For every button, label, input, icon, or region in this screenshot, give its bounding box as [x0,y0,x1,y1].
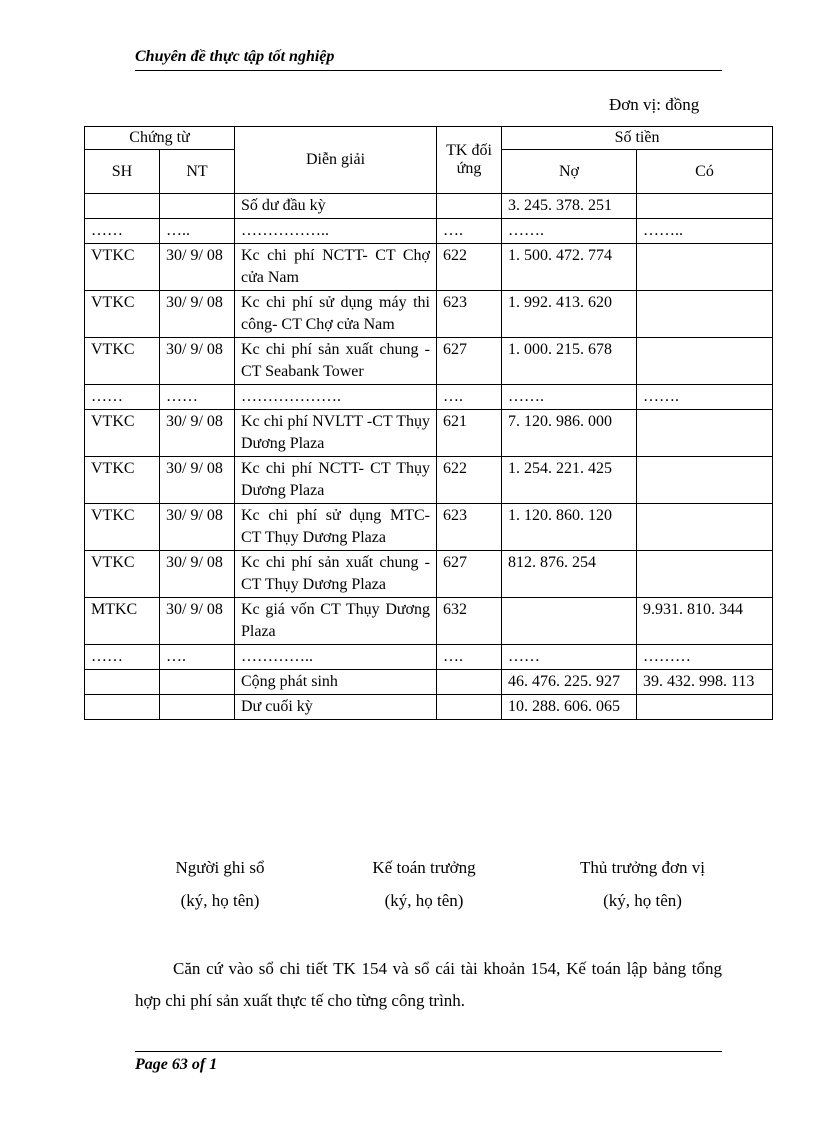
table-row [85,385,773,410]
cell-description: Cộng phát sinh [235,670,437,695]
cell-description: ………………. [235,385,437,410]
cell-description: Kc chi phí sản xuất chung - CT Thụy Dương Plaza [235,551,437,598]
cell-credit [637,410,773,457]
cell-description: ………….. [235,645,437,670]
table-row [85,645,773,670]
table-row [85,219,773,244]
cell-description: Kc chi phí sản xuất chung -CT Seabank Tower [235,338,437,385]
cell-tk [437,194,502,219]
cell-debit: ……. [502,385,637,410]
header-co: Có [637,150,773,194]
cell-tk: 621 [437,410,502,457]
table-row [85,457,773,504]
cell-tk [437,695,502,720]
cell-sh: …… [85,219,160,244]
cell-tk: …. [437,645,502,670]
cell-credit [637,291,773,338]
table-row [85,695,773,720]
cell-credit: 39. 432. 998. 113 [637,670,773,695]
currency-unit-label: Đơn vị: đồng [609,95,700,114]
header-no: Nợ [502,150,637,194]
cell-debit: 1. 120. 860. 120 [502,504,637,551]
cell-sh: VTKC [85,410,160,457]
cell-credit: …….. [637,219,773,244]
cell-credit [637,457,773,504]
cell-description: …………….. [235,219,437,244]
cell-credit [637,551,773,598]
cell-credit [637,194,773,219]
table-row [85,194,773,219]
cell-credit: ……. [637,385,773,410]
table-row [85,338,773,385]
footer-divider [135,1051,722,1052]
cell-description: Kc chi phí sử dụng MTC- CT Thụy Dương Plaza [235,504,437,551]
cell-debit: 46. 476. 225. 927 [502,670,637,695]
page-header-title: Chuyên đề thực tập tốt nghiệp [135,48,335,65]
cell-sh: VTKC [85,551,160,598]
cell-sh [85,670,160,695]
cell-debit: 1. 254. 221. 425 [502,457,637,504]
table-row [85,410,773,457]
cell-debit: 10. 288. 606. 065 [502,695,637,720]
cell-tk: 627 [437,338,502,385]
cell-sh: VTKC [85,244,160,291]
cell-tk: 622 [437,244,502,291]
cell-description: Kc giá vốn CT Thụy Dương Plaza [235,598,437,645]
cell-nt: 30/ 9/ 08 [160,551,235,598]
cell-description: Số dư đầu kỳ [235,194,437,219]
cell-tk: 622 [437,457,502,504]
cell-tk: …. [437,219,502,244]
cell-description: Dư cuối kỳ [235,695,437,720]
ledger-table [84,126,773,720]
cell-debit: 1. 000. 215. 678 [502,338,637,385]
signature-title-chief-accountant: Kế toán trưởng [372,858,476,877]
cell-debit: 1. 500. 472. 774 [502,244,637,291]
cell-credit [637,244,773,291]
signature-note-recorder: (ký, họ tên) [180,891,260,910]
cell-description: Kc chi phí sử dụng máy thi công- CT Chợ cửa Nam [235,291,437,338]
cell-credit: ……… [637,645,773,670]
table-row [85,244,773,291]
cell-sh: VTKC [85,504,160,551]
cell-nt: 30/ 9/ 08 [160,291,235,338]
cell-nt: 30/ 9/ 08 [160,457,235,504]
signature-title-recorder: Người ghi sổ [175,858,265,877]
cell-description: Kc chi phí NVLTT -CT Thụy Dương Plaza [235,410,437,457]
cell-tk: 632 [437,598,502,645]
header-so-tien: Số tiền [502,127,773,150]
cell-credit [637,338,773,385]
cell-nt: ….. [160,219,235,244]
cell-debit: 7. 120. 986. 000 [502,410,637,457]
signature-note-chief-accountant: (ký, họ tên) [384,891,464,910]
cell-tk: …. [437,385,502,410]
cell-tk: 627 [437,551,502,598]
ledger-body [85,194,773,720]
cell-debit: …… [502,645,637,670]
table-row [85,551,773,598]
cell-debit: 812. 876. 254 [502,551,637,598]
cell-tk: 623 [437,291,502,338]
cell-debit: 1. 992. 413. 620 [502,291,637,338]
cell-nt: 30/ 9/ 08 [160,338,235,385]
table-row [85,598,773,645]
cell-debit: 3. 245. 378. 251 [502,194,637,219]
cell-nt [160,194,235,219]
cell-nt: …. [160,645,235,670]
cell-sh: VTKC [85,338,160,385]
cell-nt: 30/ 9/ 08 [160,410,235,457]
cell-sh [85,194,160,219]
signature-note-director: (ký, họ tên) [603,891,682,910]
cell-sh: VTKC [85,457,160,504]
header-sh: SH [85,150,160,194]
body-paragraph: Căn cứ vào sổ chi tiết TK 154 và sổ cái tài khoản 154, Kế toán lập bảng tổng hợp chi phí sản xuất thực tế cho từng công trình. [135,959,722,1010]
cell-description: Kc chi phí NCTT- CT Thụy Dương Plaza [235,457,437,504]
cell-sh: …… [85,645,160,670]
cell-nt: …… [160,385,235,410]
cell-tk [437,670,502,695]
cell-credit: 9.931. 810. 344 [637,598,773,645]
cell-debit [502,598,637,645]
header-chung-tu: Chứng từ [85,127,235,150]
cell-credit [637,504,773,551]
cell-sh [85,695,160,720]
header-dien-giai: Diễn giải [235,127,437,194]
cell-debit: ……. [502,219,637,244]
cell-nt: 30/ 9/ 08 [160,244,235,291]
table-row [85,504,773,551]
cell-nt: 30/ 9/ 08 [160,598,235,645]
signature-title-director: Thủ trưởng đơn vị [580,858,705,877]
table-row [85,291,773,338]
cell-nt: 30/ 9/ 08 [160,504,235,551]
cell-tk: 623 [437,504,502,551]
cell-description: Kc chi phí NCTT- CT Chợ cửa Nam [235,244,437,291]
cell-nt [160,695,235,720]
table-row [85,670,773,695]
header-divider [135,70,722,71]
cell-credit [637,695,773,720]
header-nt: NT [160,150,235,194]
cell-sh: VTKC [85,291,160,338]
header-tk-doi-ung: TK đối ứng [437,127,502,194]
cell-nt [160,670,235,695]
page-footer: Page 63 of 1 [135,1056,218,1073]
cell-sh: MTKC [85,598,160,645]
cell-sh: …… [85,385,160,410]
